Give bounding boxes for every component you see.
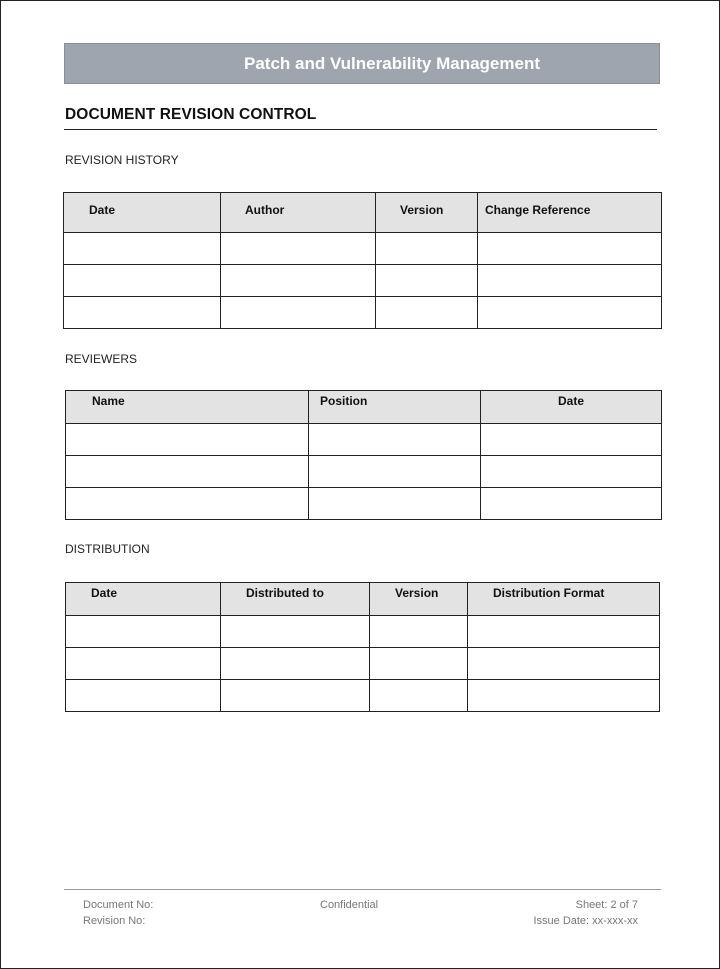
- table-cell[interactable]: [376, 265, 478, 297]
- table-cell[interactable]: [309, 488, 481, 520]
- column-header-date: Date: [64, 193, 221, 233]
- column-header-date: Date: [66, 583, 221, 616]
- table-cell[interactable]: [66, 456, 309, 488]
- table-cell[interactable]: [221, 648, 370, 680]
- footer-issue-date: Issue Date: xx-xxx-xx: [533, 915, 638, 927]
- column-header-change-reference: Change Reference: [478, 193, 662, 233]
- table-cell[interactable]: [221, 233, 376, 265]
- table-cell[interactable]: [478, 265, 662, 297]
- table-cell[interactable]: [221, 680, 370, 712]
- table-cell[interactable]: [468, 680, 660, 712]
- table-cell[interactable]: [221, 616, 370, 648]
- table-header-row: [66, 583, 660, 616]
- table-cell[interactable]: [376, 233, 478, 265]
- table-row: [64, 233, 662, 265]
- reviewers-table: [65, 390, 662, 520]
- table-cell[interactable]: [468, 648, 660, 680]
- column-header-date: Date: [481, 391, 662, 424]
- column-header-distributed-to: Distributed to: [221, 583, 370, 616]
- table-cell[interactable]: [66, 648, 221, 680]
- table-cell[interactable]: [66, 424, 309, 456]
- column-header-version: Version: [376, 193, 478, 233]
- table-cell[interactable]: [370, 616, 468, 648]
- table-cell[interactable]: [370, 680, 468, 712]
- table-cell[interactable]: [376, 297, 478, 329]
- table-cell[interactable]: [64, 233, 221, 265]
- table-row: [66, 424, 662, 456]
- table-row: [66, 616, 660, 648]
- table-row: [64, 297, 662, 329]
- footer-divider: [64, 889, 661, 890]
- table-row: [64, 265, 662, 297]
- footer-classification: Confidential: [320, 899, 379, 911]
- table-row: [66, 680, 660, 712]
- column-header-name: Name: [66, 391, 309, 424]
- table-cell[interactable]: [370, 648, 468, 680]
- revision-history-label: REVISION HISTORY: [65, 153, 179, 167]
- footer-document-no: Document No:: [83, 899, 154, 911]
- footer-revision-no: Revision No:: [83, 915, 146, 927]
- distribution-label: DISTRIBUTION: [65, 542, 150, 556]
- table-cell[interactable]: [66, 680, 221, 712]
- reviewers-label: REVIEWERS: [65, 352, 138, 366]
- column-header-author: Author: [221, 193, 376, 233]
- column-header-distribution-format: Distribution Format: [468, 583, 660, 616]
- table-cell[interactable]: [478, 233, 662, 265]
- table-header-row: [66, 391, 662, 424]
- table-row: [66, 488, 662, 520]
- table-row: [66, 456, 662, 488]
- table-cell[interactable]: [481, 488, 662, 520]
- revision-history-table: [63, 192, 662, 329]
- distribution-table: [65, 582, 660, 712]
- column-header-version: Version: [370, 583, 468, 616]
- table-cell[interactable]: [66, 616, 221, 648]
- table-cell[interactable]: [468, 616, 660, 648]
- section-heading: DOCUMENT REVISION CONTROL: [65, 106, 317, 123]
- table-cell[interactable]: [309, 456, 481, 488]
- document-title: Patch and Vulnerability Management: [244, 53, 540, 73]
- heading-underline: [64, 129, 657, 130]
- document-title-banner: [64, 43, 660, 84]
- table-cell[interactable]: [66, 488, 309, 520]
- table-cell[interactable]: [64, 297, 221, 329]
- table-header-row: [64, 193, 662, 233]
- table-cell[interactable]: [221, 265, 376, 297]
- table-cell[interactable]: [481, 424, 662, 456]
- table-cell[interactable]: [481, 456, 662, 488]
- footer-sheet: Sheet: 2 of 7: [575, 899, 638, 911]
- table-cell[interactable]: [478, 297, 662, 329]
- table-cell[interactable]: [64, 265, 221, 297]
- table-row: [66, 648, 660, 680]
- table-cell[interactable]: [309, 424, 481, 456]
- column-header-position: Position: [309, 391, 481, 424]
- table-cell[interactable]: [221, 297, 376, 329]
